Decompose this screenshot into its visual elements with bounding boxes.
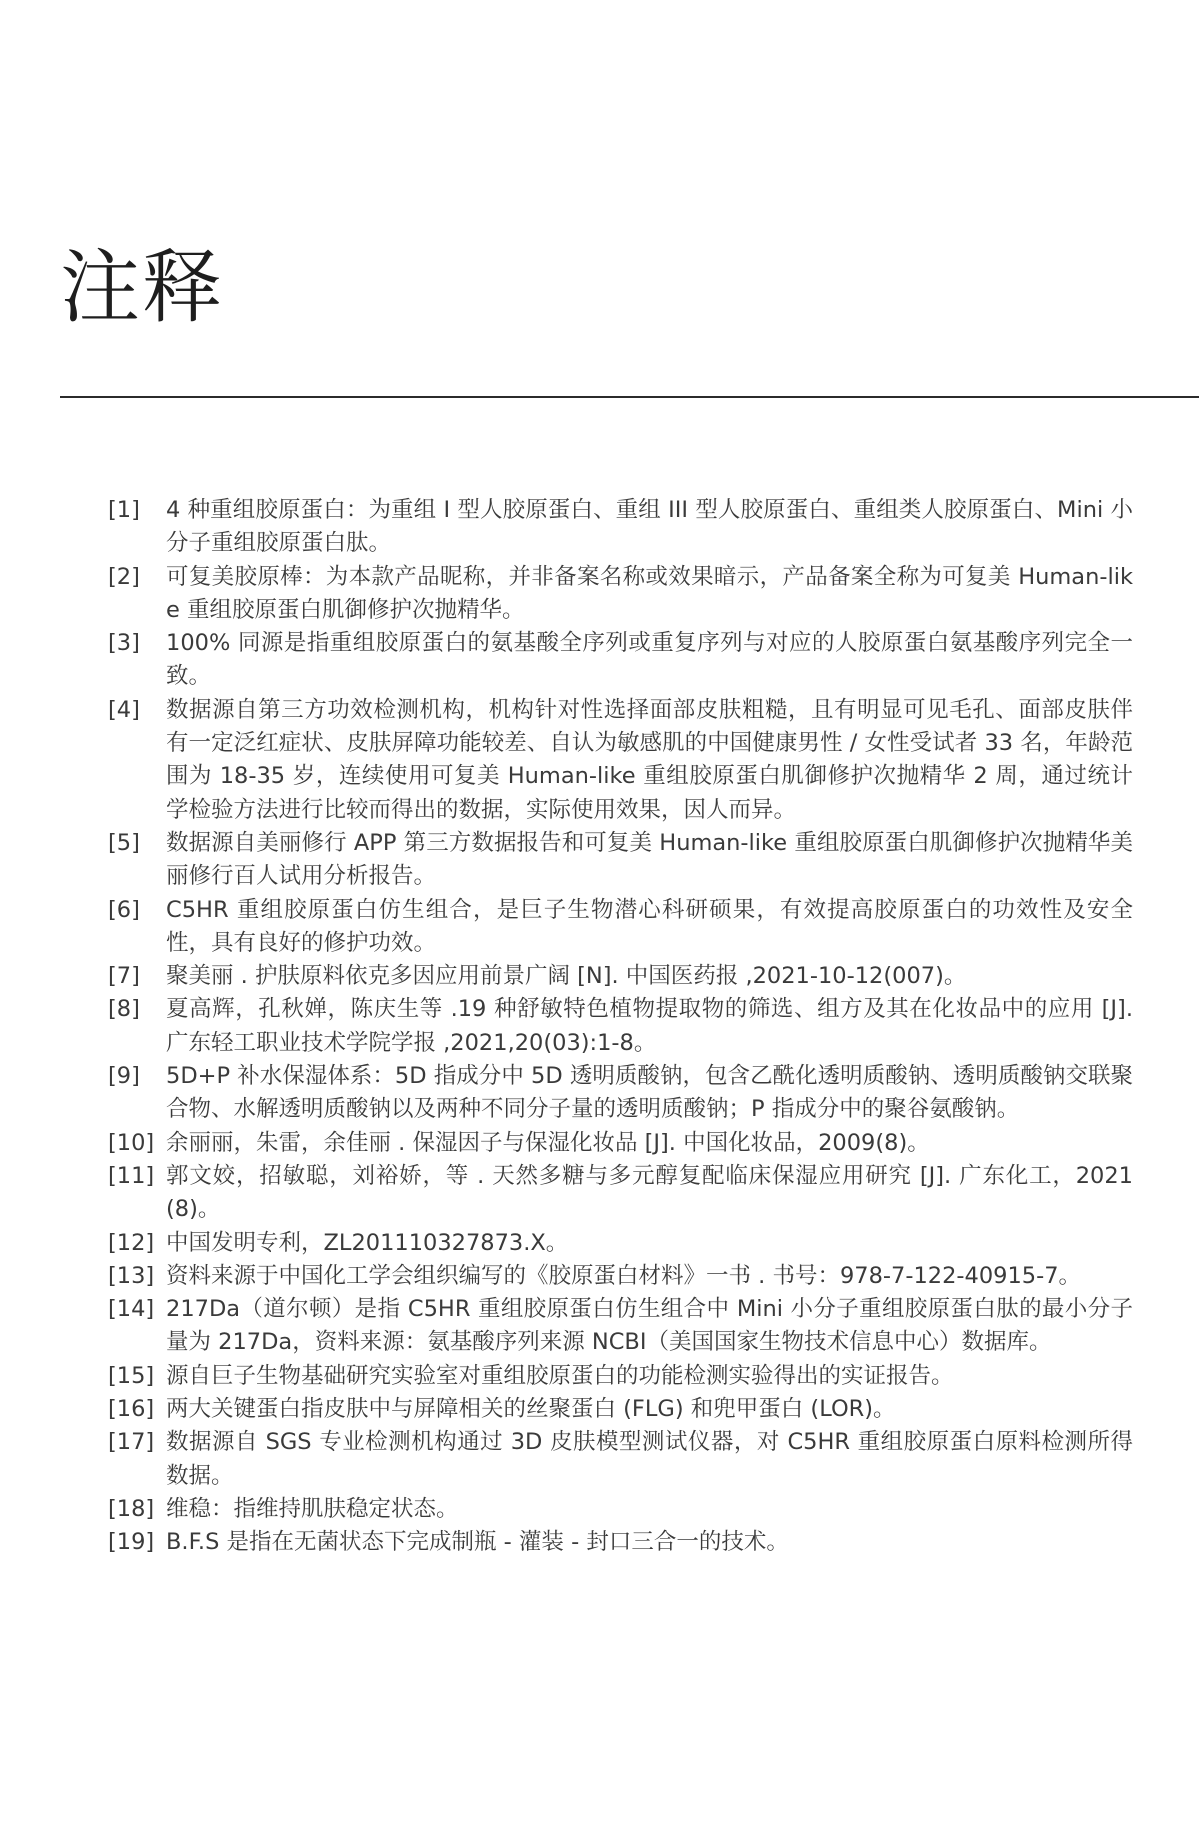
note-number: [2] (108, 563, 140, 590)
note-item (108, 1060, 1133, 1127)
note-text: 217Da（道尔顿）是指 C5HR 重组胶原蛋白仿生组合中 Mini 小分子重组胶原蛋白肽的最小分子量为 217Da，资料来源：氨基酸序列来源 NCBI（美国国家生物技术信息中心）数据库。 (166, 1296, 1133, 1356)
note-text: 余丽丽，朱雷，余佳丽 . 保湿因子与保湿化妆品 [J]. 中国化妆品，2009(8)。 (166, 1129, 930, 1156)
note-item (108, 827, 1133, 894)
note-text: 夏高辉，孔秋婵，陈庆生等 .19 种舒敏特色植物提取物的筛选、组方及其在化妆品中的应用 [J]. 广东轻工职业技术学院学报 ,2021,20(03):1-8。 (166, 996, 1133, 1056)
note-text: 数据源自 SGS 专业检测机构通过 3D 皮肤模型测试仪器，对 C5HR 重组胶原蛋白原料检测所得数据。 (166, 1429, 1133, 1489)
note-text: C5HR 重组胶原蛋白仿生组合，是巨子生物潜心科研硕果，有效提高胶原蛋白的功效性及安全性，具有良好的修护功效。 (166, 896, 1133, 956)
note-item (108, 1493, 1133, 1526)
note-item (108, 1293, 1133, 1360)
notes-list (108, 494, 1133, 1560)
note-number: [11] (108, 1162, 155, 1189)
note-text: 聚美丽 . 护肤原料依克多因应用前景广阔 [N]. 中国医药报 ,2021-10-12(007)。 (166, 963, 967, 990)
note-item (108, 1160, 1133, 1227)
note-number: [7] (108, 963, 140, 990)
note-item (108, 960, 1133, 993)
note-number: [3] (108, 630, 140, 657)
note-number: [18] (108, 1495, 155, 1522)
note-text: 数据源自第三方功效检测机构，机构针对性选择面部皮肤粗糙，且有明显可见毛孔、面部皮肤伴有一定泛红症状、皮肤屏障功能较差、自认为敏感肌的中国健康男性 / 女性受试者 33 名，年龄范围为 18-35 岁，连续使用可复美 Human-like 重组胶原蛋白肌御修护次抛精华 2 周，通过统计学检验方法进行比较而得出的数据，实际使用效果，因人而异。 (166, 696, 1133, 823)
note-number: [1] (108, 497, 140, 523)
note-number: [15] (108, 1362, 155, 1389)
note-number: [6] (108, 896, 140, 923)
note-text: 可复美胶原棒：为本款产品昵称，并非备案名称或效果暗示，产品备案全称为可复美 Human-like 重组胶原蛋白肌御修护次抛精华。 (166, 563, 1133, 623)
note-number: [12] (108, 1229, 155, 1256)
note-text: B.F.S 是指在无菌状态下完成制瓶 - 灌装 - 封口三合一的技术。 (166, 1529, 789, 1556)
note-text: 中国发明专利，ZL201110327873.X。 (166, 1229, 569, 1256)
note-text: 4 种重组胶原蛋白：为重组 I 型人胶原蛋白、重组 III 型人胶原蛋白、重组类人胶原蛋白、Mini 小分子重组胶原蛋白肽。 (166, 497, 1133, 557)
note-item (108, 1260, 1133, 1293)
note-text: 维稳：指维持肌肤稳定状态。 (166, 1495, 459, 1522)
note-item (108, 694, 1133, 827)
note-item (108, 494, 1133, 561)
note-text: 郭文姣，招敏聪，刘裕娇，等 . 天然多糖与多元醇复配临床保湿应用研究 [J]. 广东化工，2021 (8)。 (166, 1162, 1133, 1223)
note-number: [16] (108, 1396, 155, 1423)
note-item (108, 894, 1133, 961)
note-number: [5] (108, 829, 140, 856)
note-item (108, 627, 1133, 694)
note-number: [10] (108, 1129, 155, 1156)
note-text: 100% 同源是指重组胶原蛋白的氨基酸全序列或重复序列与对应的人胶原蛋白氨基酸序列完全一致。 (166, 630, 1133, 690)
title-divider (60, 396, 1199, 398)
note-item (108, 993, 1133, 1060)
note-number: [13] (108, 1262, 155, 1289)
note-item (108, 561, 1133, 628)
note-number: [14] (108, 1296, 155, 1323)
note-text: 5D+P 补水保湿体系：5D 指成分中 5D 透明质酸钠，包含乙酰化透明质酸钠、透明质酸钠交联聚合物、水解透明质酸钠以及两种不同分子量的透明质酸钠；P 指成分中的聚谷氨酸钠。 (166, 1063, 1133, 1123)
note-text: 数据源自美丽修行 APP 第三方数据报告和可复美 Human-like 重组胶原蛋白肌御修护次抛精华美丽修行百人试用分析报告。 (166, 829, 1133, 890)
note-number: [4] (108, 696, 140, 723)
note-number: [9] (108, 1063, 140, 1090)
note-item (108, 1127, 1133, 1160)
note-text: 源自巨子生物基础研究实验室对重组胶原蛋白的功能检测实验得出的实证报告。 (166, 1362, 954, 1389)
note-text: 两大关键蛋白指皮肤中与屏障相关的丝聚蛋白 (FLG) 和兜甲蛋白 (LOR)。 (166, 1396, 896, 1423)
note-text: 资料来源于中国化工学会组织编写的《胶原蛋白材料》一书 . 书号：978-7-122-40915-7。 (166, 1262, 1082, 1289)
note-item (108, 1393, 1133, 1426)
note-item (108, 1526, 1133, 1559)
note-number: [8] (108, 996, 140, 1023)
page-title: 注释 (60, 241, 224, 334)
note-number: [17] (108, 1429, 155, 1456)
note-item (108, 1360, 1133, 1393)
note-item (108, 1227, 1133, 1260)
note-item (108, 1426, 1133, 1493)
note-number: [19] (108, 1529, 155, 1556)
